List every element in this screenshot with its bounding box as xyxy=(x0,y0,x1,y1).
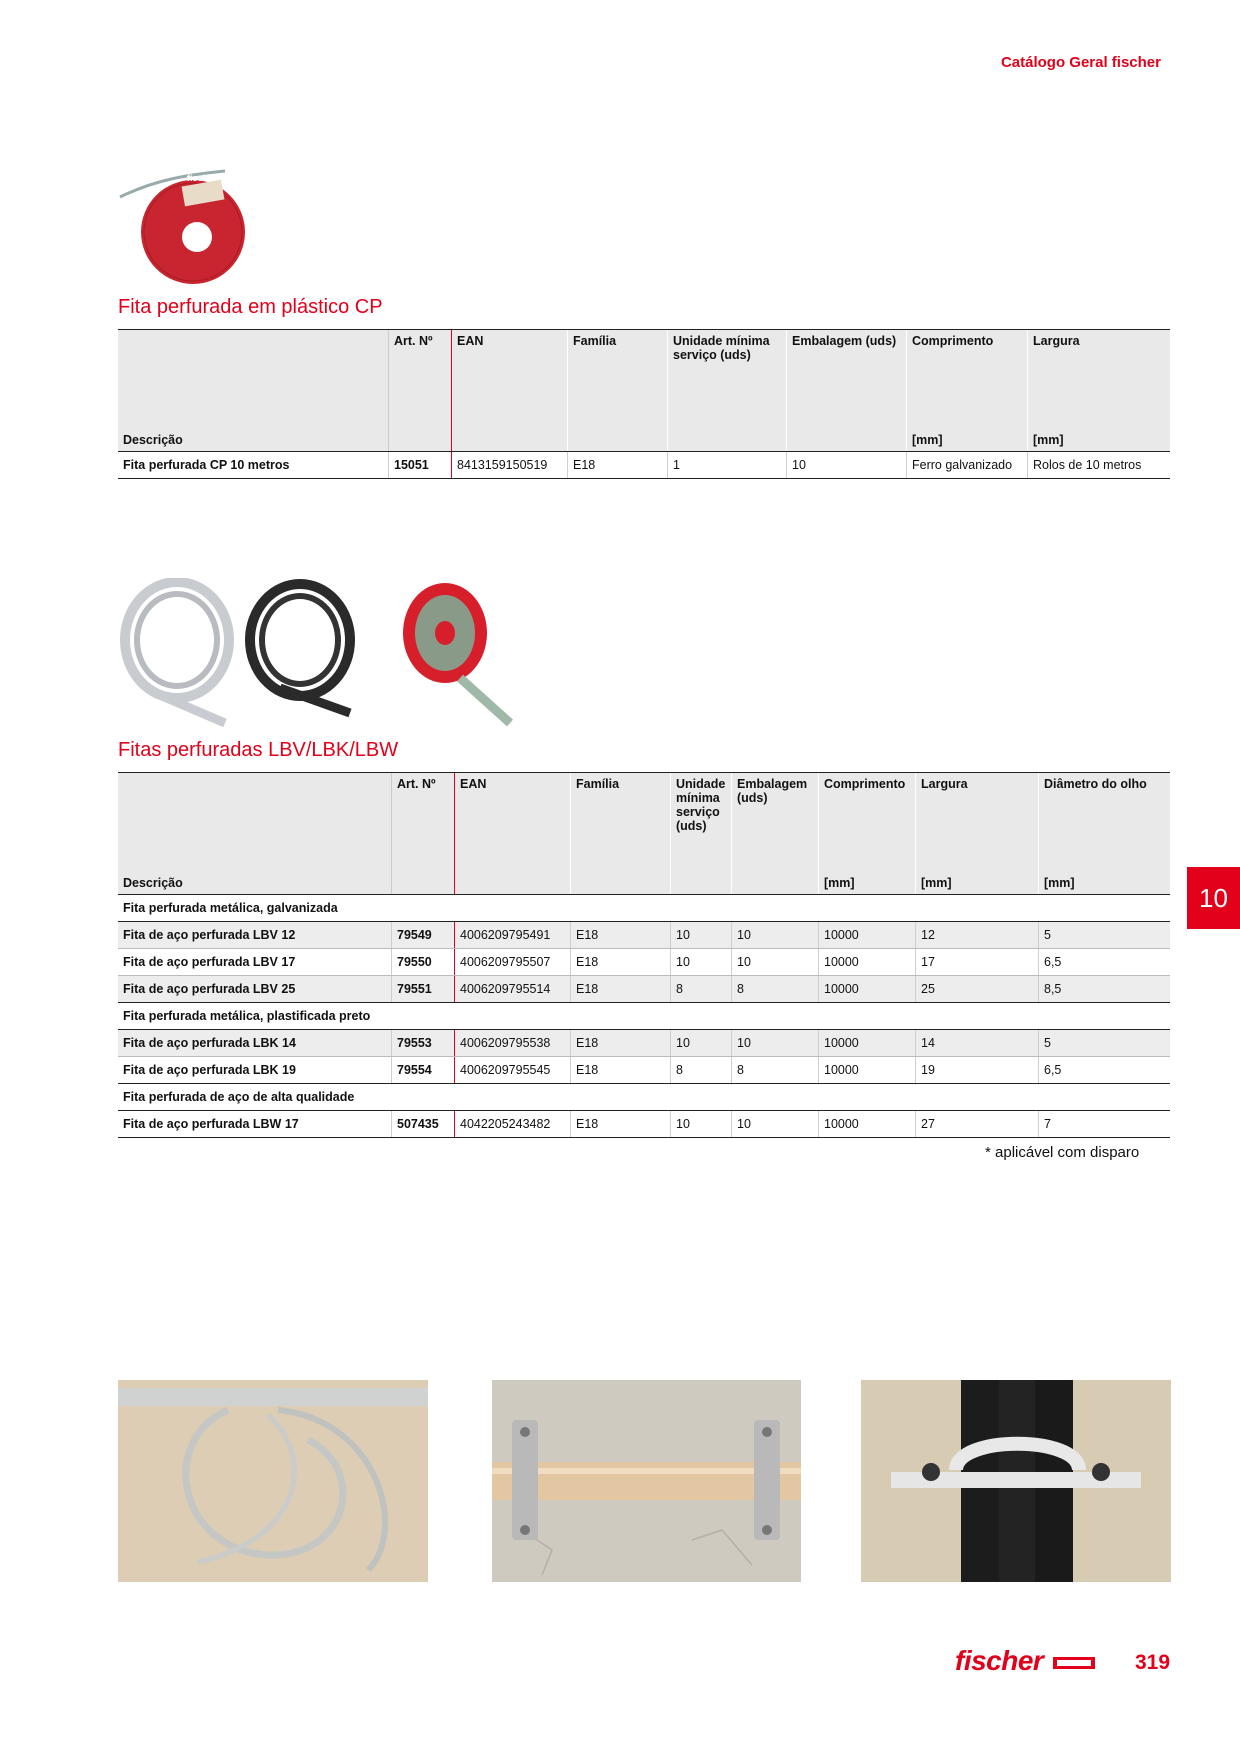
chapter-tab: 10 xyxy=(1187,867,1240,929)
section-title-cp: Fita perfurada em plástico CP xyxy=(118,296,383,318)
section-title-lbv: Fitas perfuradas LBV/LBK/LBW xyxy=(118,739,399,761)
product-image-lbv-lbk-lbw-rolls xyxy=(115,578,525,733)
col-embalagem: Embalagem (uds) xyxy=(732,773,819,895)
col-unidade: Unidade mínima serviço (uds) xyxy=(668,330,787,452)
col-descricao: Descrição xyxy=(118,773,392,895)
catalog-title: Catálogo Geral fischer xyxy=(1000,54,1161,71)
col-diametro: Diâmetro do olho [mm] xyxy=(1039,773,1171,895)
application-photo-pipe xyxy=(492,1380,801,1582)
col-ean: EAN xyxy=(452,330,568,452)
svg-text:fischer: fischer xyxy=(187,173,217,183)
group-row: Fita perfurada metálica, plastificada preto xyxy=(118,1003,1170,1030)
page-number: 319 xyxy=(1135,1651,1171,1674)
col-unidade: Unidade mínima serviço (uds) xyxy=(671,773,732,895)
group-row: Fita perfurada metálica, galvanizada xyxy=(118,895,1170,922)
col-comprimento: Comprimento [mm] xyxy=(907,330,1028,452)
col-ean: EAN xyxy=(455,773,571,895)
table-lbv xyxy=(118,772,1170,1138)
col-familia: Família xyxy=(571,773,671,895)
product-image-cp-roll xyxy=(115,165,250,285)
col-art: Art. Nº xyxy=(389,330,452,452)
table-row: Fita de aço perfurada LBK 19 79554 4006209795545 E18 8 8 10000 19 6,5 xyxy=(118,1057,1170,1084)
col-largura: Largura [mm] xyxy=(916,773,1039,895)
col-art: Art. Nº xyxy=(392,773,455,895)
application-photo-conduits xyxy=(861,1380,1171,1582)
col-familia: Família xyxy=(568,330,668,452)
table-row: Fita perfurada CP 10 metros 15051 8413159150519 E18 1 10 Ferro galvanizado Rolos de 10 metros xyxy=(118,452,1170,479)
group-row: Fita perfurada de aço de alta qualidade xyxy=(118,1084,1170,1111)
table-row: Fita de aço perfurada LBV 17 79550 4006209795507 E18 10 10 10000 17 6,5 xyxy=(118,949,1170,976)
col-comprimento: Comprimento [mm] xyxy=(819,773,916,895)
application-photo-cables xyxy=(118,1380,428,1582)
brand-mark-icon xyxy=(1053,1655,1095,1671)
table-row: Fita de aço perfurada LBV 12 79549 4006209795491 E18 10 10 10000 12 5 xyxy=(118,922,1170,949)
table-cp xyxy=(118,329,1170,479)
col-embalagem: Embalagem (uds) xyxy=(787,330,907,452)
brand-logo: fischer xyxy=(955,1645,1095,1677)
footnote: * aplicável com disparo xyxy=(985,1144,1140,1161)
table-row: Fita de aço perfurada LBK 14 79553 4006209795538 E18 10 10 10000 14 5 xyxy=(118,1030,1170,1057)
col-largura: Largura [mm] xyxy=(1028,330,1171,452)
table-row: Fita de aço perfurada LBV 25 79551 4006209795514 E18 8 8 10000 25 8,5 xyxy=(118,976,1170,1003)
col-descricao: Descrição xyxy=(118,330,389,452)
table-row: Fita de aço perfurada LBW 17 507435 4042205243482 E18 10 10 10000 27 7 xyxy=(118,1111,1170,1138)
